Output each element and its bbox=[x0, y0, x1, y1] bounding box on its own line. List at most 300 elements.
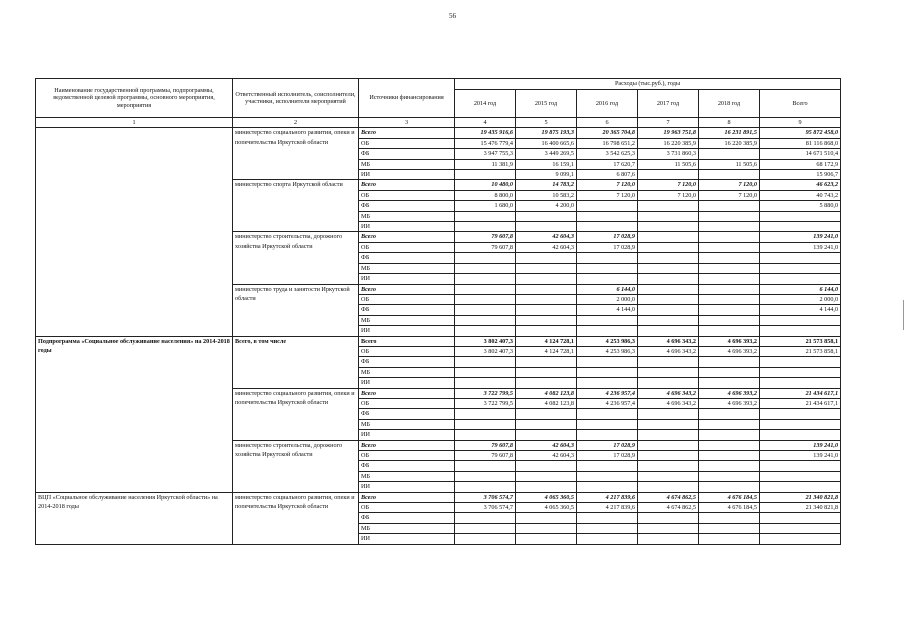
amount-cell bbox=[516, 461, 577, 471]
amount-total bbox=[760, 263, 841, 273]
amount-cell: 42 604,3 bbox=[516, 242, 577, 252]
amount-cell: 20 365 704,8 bbox=[577, 128, 638, 138]
table-row bbox=[36, 336, 841, 346]
amount-cell bbox=[455, 170, 516, 180]
funding-source: Всего bbox=[359, 388, 455, 398]
amount-cell: 4 674 862,5 bbox=[638, 503, 699, 513]
amount-cell bbox=[516, 222, 577, 232]
executor-name: министерство строительства, дорожного хозяйства Иркутской области bbox=[233, 232, 359, 284]
column-index: 2 bbox=[233, 118, 359, 128]
funding-source: ИИ bbox=[359, 274, 455, 284]
amount-cell bbox=[455, 409, 516, 419]
amount-cell: 4 144,0 bbox=[577, 305, 638, 315]
amount-cell bbox=[699, 534, 760, 544]
amount-cell: 3 947 755,3 bbox=[455, 149, 516, 159]
amount-total: 139 241,0 bbox=[760, 440, 841, 450]
amount-total bbox=[760, 419, 841, 429]
amount-total: 21 434 617,1 bbox=[760, 398, 841, 408]
funding-source: ФБ bbox=[359, 253, 455, 263]
amount-cell bbox=[699, 378, 760, 388]
amount-cell: 19 435 916,6 bbox=[455, 128, 516, 138]
funding-source: ОБ bbox=[359, 503, 455, 513]
amount-cell bbox=[516, 409, 577, 419]
funding-source: ОБ bbox=[359, 294, 455, 304]
amount-cell bbox=[577, 201, 638, 211]
amount-cell: 4 217 839,6 bbox=[577, 492, 638, 502]
column-index: 3 bbox=[359, 118, 455, 128]
amount-cell: 79 607,8 bbox=[455, 451, 516, 461]
amount-cell bbox=[455, 253, 516, 263]
amount-cell bbox=[699, 242, 760, 252]
amount-cell: 4 236 957,4 bbox=[577, 388, 638, 398]
amount-total bbox=[760, 430, 841, 440]
program-name: Подпрограмма «Социальное обслуживание населения» на 2014-2018 годы bbox=[36, 336, 233, 492]
amount-cell: 17 028,9 bbox=[577, 451, 638, 461]
amount-cell: 42 604,3 bbox=[516, 440, 577, 450]
executor-name: министерство строительства, дорожного хозяйства Иркутской области bbox=[233, 440, 359, 492]
amount-cell: 16 159,1 bbox=[516, 159, 577, 169]
column-index: 4 bbox=[455, 118, 516, 128]
amount-cell bbox=[455, 326, 516, 336]
amount-cell: 11 505,6 bbox=[699, 159, 760, 169]
amount-cell bbox=[577, 315, 638, 325]
amount-cell bbox=[577, 523, 638, 533]
amount-cell bbox=[577, 357, 638, 367]
amount-cell: 4 082 123,8 bbox=[516, 388, 577, 398]
amount-cell: 16 220 385,9 bbox=[638, 138, 699, 148]
amount-cell bbox=[455, 274, 516, 284]
amount-total: 40 743,2 bbox=[760, 190, 841, 200]
amount-cell bbox=[577, 263, 638, 273]
amount-cell bbox=[516, 274, 577, 284]
funding-source: МБ bbox=[359, 367, 455, 377]
amount-total bbox=[760, 367, 841, 377]
amount-cell: 4 065 360,5 bbox=[516, 503, 577, 513]
amount-cell: 4 676 184,5 bbox=[699, 503, 760, 513]
amount-cell bbox=[455, 305, 516, 315]
amount-cell: 4 696 343,2 bbox=[638, 336, 699, 346]
amount-cell bbox=[455, 513, 516, 523]
amount-total: 81 116 868,0 bbox=[760, 138, 841, 148]
amount-cell bbox=[577, 211, 638, 221]
amount-cell bbox=[699, 232, 760, 242]
amount-cell bbox=[638, 378, 699, 388]
amount-total bbox=[760, 357, 841, 367]
amount-cell bbox=[699, 430, 760, 440]
amount-total: 6 144,0 bbox=[760, 284, 841, 294]
amount-cell bbox=[516, 305, 577, 315]
amount-cell bbox=[699, 222, 760, 232]
amount-cell: 11 381,9 bbox=[455, 159, 516, 169]
amount-cell: 3 722 799,5 bbox=[455, 388, 516, 398]
program-name bbox=[36, 128, 233, 336]
amount-cell bbox=[699, 201, 760, 211]
amount-cell: 4 217 839,6 bbox=[577, 503, 638, 513]
amount-cell bbox=[699, 513, 760, 523]
funding-source: МБ bbox=[359, 523, 455, 533]
amount-total bbox=[760, 534, 841, 544]
amount-total bbox=[760, 274, 841, 284]
funding-source: ИИ bbox=[359, 482, 455, 492]
scan-margin-mark bbox=[903, 300, 904, 330]
amount-cell bbox=[638, 253, 699, 263]
amount-cell: 4 696 393,2 bbox=[699, 336, 760, 346]
amount-cell bbox=[638, 513, 699, 523]
amount-cell bbox=[455, 482, 516, 492]
amount-cell bbox=[699, 274, 760, 284]
funding-source: Всего bbox=[359, 440, 455, 450]
amount-cell bbox=[577, 471, 638, 481]
funding-source: МБ bbox=[359, 211, 455, 221]
amount-cell: 4 065 360,5 bbox=[516, 492, 577, 502]
amount-total: 21 340 821,8 bbox=[760, 503, 841, 513]
funding-source: ОБ bbox=[359, 398, 455, 408]
amount-cell bbox=[516, 253, 577, 263]
amount-cell bbox=[516, 357, 577, 367]
header-total: Всего bbox=[760, 90, 841, 118]
amount-cell: 3 722 799,5 bbox=[455, 398, 516, 408]
amount-cell bbox=[577, 326, 638, 336]
header-year: 2014 год bbox=[455, 90, 516, 118]
amount-cell: 9 099,1 bbox=[516, 170, 577, 180]
amount-cell bbox=[699, 451, 760, 461]
amount-cell bbox=[516, 523, 577, 533]
amount-cell bbox=[577, 430, 638, 440]
table-row bbox=[36, 128, 841, 138]
executor-name: министерство социального развития, опеки и попечительства Иркутской области bbox=[233, 492, 359, 544]
amount-cell bbox=[516, 367, 577, 377]
amount-cell bbox=[638, 471, 699, 481]
executor-name: министерство спорта Иркутской области bbox=[233, 180, 359, 232]
amount-cell bbox=[577, 274, 638, 284]
amount-cell bbox=[455, 471, 516, 481]
amount-cell bbox=[699, 367, 760, 377]
column-index: 6 bbox=[577, 118, 638, 128]
header-executor: Ответственный исполнитель, соисполнители, участники, исполнители мероприятий bbox=[233, 79, 359, 118]
funding-source: МБ bbox=[359, 263, 455, 273]
funding-source: Всего bbox=[359, 284, 455, 294]
amount-total: 4 144,0 bbox=[760, 305, 841, 315]
amount-cell bbox=[455, 357, 516, 367]
amount-cell: 4 253 986,3 bbox=[577, 336, 638, 346]
amount-cell bbox=[455, 534, 516, 544]
amount-cell bbox=[577, 534, 638, 544]
amount-cell: 19 963 751,8 bbox=[638, 128, 699, 138]
amount-cell: 11 505,6 bbox=[638, 159, 699, 169]
amount-cell bbox=[638, 367, 699, 377]
amount-cell bbox=[516, 419, 577, 429]
amount-cell: 17 028,9 bbox=[577, 242, 638, 252]
executor-name: министерство социального развития, опеки и попечительства Иркутской области bbox=[233, 388, 359, 440]
funding-source: ОБ bbox=[359, 138, 455, 148]
amount-cell: 10 480,0 bbox=[455, 180, 516, 190]
amount-cell: 15 476 779,4 bbox=[455, 138, 516, 148]
amount-total: 68 172,9 bbox=[760, 159, 841, 169]
program-name: ВЦП «Социальное обслуживание населения Иркутской области» на 2014-2018 годы bbox=[36, 492, 233, 544]
amount-cell: 2 000,0 bbox=[577, 294, 638, 304]
funding-source: МБ bbox=[359, 471, 455, 481]
amount-cell: 79 607,8 bbox=[455, 242, 516, 252]
amount-cell: 3 706 574,7 bbox=[455, 492, 516, 502]
amount-total bbox=[760, 378, 841, 388]
amount-cell: 4 236 957,4 bbox=[577, 398, 638, 408]
amount-cell bbox=[577, 409, 638, 419]
amount-cell: 16 798 651,2 bbox=[577, 138, 638, 148]
amount-cell bbox=[577, 419, 638, 429]
funding-source: Всего bbox=[359, 232, 455, 242]
amount-cell bbox=[699, 294, 760, 304]
amount-total: 95 872 458,0 bbox=[760, 128, 841, 138]
amount-cell: 8 800,0 bbox=[455, 190, 516, 200]
amount-total: 15 906,7 bbox=[760, 170, 841, 180]
amount-cell: 19 875 193,3 bbox=[516, 128, 577, 138]
executor-name: министерство социального развития, опеки и попечительства Иркутской области bbox=[233, 128, 359, 180]
amount-cell bbox=[455, 461, 516, 471]
amount-cell bbox=[516, 513, 577, 523]
amount-cell bbox=[516, 263, 577, 273]
amount-cell bbox=[638, 440, 699, 450]
amount-cell bbox=[638, 357, 699, 367]
amount-cell bbox=[699, 357, 760, 367]
amount-total bbox=[760, 471, 841, 481]
amount-cell bbox=[516, 534, 577, 544]
amount-cell: 1 680,0 bbox=[455, 201, 516, 211]
amount-cell bbox=[577, 482, 638, 492]
amount-cell: 4 200,0 bbox=[516, 201, 577, 211]
amount-cell bbox=[455, 263, 516, 273]
amount-cell bbox=[516, 294, 577, 304]
funding-source: ИИ bbox=[359, 326, 455, 336]
amount-cell bbox=[699, 326, 760, 336]
amount-cell bbox=[638, 232, 699, 242]
amount-cell bbox=[699, 419, 760, 429]
amount-total: 46 623,2 bbox=[760, 180, 841, 190]
amount-cell: 4 696 343,2 bbox=[638, 398, 699, 408]
amount-cell bbox=[699, 170, 760, 180]
amount-cell bbox=[699, 253, 760, 263]
funding-source: Всего bbox=[359, 336, 455, 346]
amount-cell bbox=[699, 305, 760, 315]
funding-source: Всего bbox=[359, 492, 455, 502]
amount-cell bbox=[577, 513, 638, 523]
amount-total bbox=[760, 409, 841, 419]
amount-cell bbox=[638, 326, 699, 336]
funding-source: ИИ bbox=[359, 222, 455, 232]
amount-cell bbox=[455, 430, 516, 440]
amount-cell bbox=[638, 451, 699, 461]
funding-source: Всего bbox=[359, 128, 455, 138]
amount-total bbox=[760, 482, 841, 492]
amount-cell bbox=[455, 294, 516, 304]
amount-cell bbox=[638, 430, 699, 440]
amount-cell: 10 583,2 bbox=[516, 190, 577, 200]
budget-table bbox=[35, 78, 841, 545]
amount-total: 21 340 821,8 bbox=[760, 492, 841, 502]
amount-total: 14 671 510,4 bbox=[760, 149, 841, 159]
amount-cell: 4 696 343,2 bbox=[638, 346, 699, 356]
funding-source: ФБ bbox=[359, 357, 455, 367]
amount-cell bbox=[638, 461, 699, 471]
amount-cell: 17 028,9 bbox=[577, 440, 638, 450]
funding-source: ФБ bbox=[359, 513, 455, 523]
executor-name: Всего, в том числе bbox=[233, 336, 359, 388]
amount-cell bbox=[699, 284, 760, 294]
amount-total: 139 241,0 bbox=[760, 232, 841, 242]
amount-cell: 4 674 862,5 bbox=[638, 492, 699, 502]
amount-cell: 79 607,8 bbox=[455, 440, 516, 450]
amount-cell bbox=[516, 326, 577, 336]
amount-total: 2 000,0 bbox=[760, 294, 841, 304]
amount-cell bbox=[455, 284, 516, 294]
amount-cell: 79 607,8 bbox=[455, 232, 516, 242]
amount-cell: 4 696 393,2 bbox=[699, 346, 760, 356]
amount-cell bbox=[638, 242, 699, 252]
header-year: 2016 год bbox=[577, 90, 638, 118]
amount-cell: 16 220 385,9 bbox=[699, 138, 760, 148]
funding-source: ФБ bbox=[359, 409, 455, 419]
amount-cell bbox=[638, 523, 699, 533]
amount-total: 21 573 858,1 bbox=[760, 336, 841, 346]
funding-source: ОБ bbox=[359, 451, 455, 461]
amount-cell bbox=[516, 471, 577, 481]
amount-cell bbox=[516, 315, 577, 325]
amount-cell: 4 676 184,5 bbox=[699, 492, 760, 502]
funding-source: ФБ bbox=[359, 201, 455, 211]
amount-cell bbox=[638, 170, 699, 180]
amount-cell: 42 604,3 bbox=[516, 232, 577, 242]
funding-source: ИИ bbox=[359, 430, 455, 440]
amount-cell: 4 696 393,2 bbox=[699, 388, 760, 398]
executor-name: министерство труда и занятости Иркутской области bbox=[233, 284, 359, 336]
amount-cell: 3 802 407,3 bbox=[455, 346, 516, 356]
amount-cell bbox=[455, 523, 516, 533]
amount-cell bbox=[455, 378, 516, 388]
amount-cell bbox=[638, 201, 699, 211]
amount-cell bbox=[699, 440, 760, 450]
funding-source: ОБ bbox=[359, 242, 455, 252]
amount-total bbox=[760, 326, 841, 336]
column-index: 9 bbox=[760, 118, 841, 128]
amount-cell: 4 253 986,3 bbox=[577, 346, 638, 356]
amount-cell bbox=[455, 315, 516, 325]
amount-cell: 7 120,0 bbox=[638, 180, 699, 190]
amount-total: 5 880,0 bbox=[760, 201, 841, 211]
amount-cell: 3 449 269,5 bbox=[516, 149, 577, 159]
amount-cell bbox=[638, 305, 699, 315]
amount-cell: 4 124 728,1 bbox=[516, 336, 577, 346]
amount-cell bbox=[638, 482, 699, 492]
amount-cell bbox=[699, 315, 760, 325]
amount-cell bbox=[638, 274, 699, 284]
amount-cell: 3 731 860,3 bbox=[638, 149, 699, 159]
amount-total: 139 241,0 bbox=[760, 242, 841, 252]
amount-cell: 7 120,0 bbox=[638, 190, 699, 200]
amount-total bbox=[760, 523, 841, 533]
amount-cell: 4 124 728,1 bbox=[516, 346, 577, 356]
funding-source: Всего bbox=[359, 180, 455, 190]
funding-source: ИИ bbox=[359, 534, 455, 544]
amount-cell bbox=[455, 367, 516, 377]
amount-total bbox=[760, 315, 841, 325]
header-year: 2018 год bbox=[699, 90, 760, 118]
column-index: 8 bbox=[699, 118, 760, 128]
amount-cell bbox=[516, 378, 577, 388]
column-index: 1 bbox=[36, 118, 233, 128]
amount-cell: 3 802 407,3 bbox=[455, 336, 516, 346]
funding-source: ФБ bbox=[359, 149, 455, 159]
amount-cell bbox=[638, 419, 699, 429]
amount-cell bbox=[577, 253, 638, 263]
amount-total: 21 434 617,1 bbox=[760, 388, 841, 398]
amount-cell: 14 783,2 bbox=[516, 180, 577, 190]
amount-total bbox=[760, 513, 841, 523]
amount-cell: 7 120,0 bbox=[577, 190, 638, 200]
amount-total bbox=[760, 222, 841, 232]
amount-total bbox=[760, 253, 841, 263]
amount-total: 21 573 858,1 bbox=[760, 346, 841, 356]
amount-cell: 42 604,3 bbox=[516, 451, 577, 461]
amount-cell bbox=[516, 482, 577, 492]
amount-cell bbox=[455, 211, 516, 221]
header-sources: Источники финансирования bbox=[359, 79, 455, 118]
funding-source: МБ bbox=[359, 159, 455, 169]
funding-source: МБ bbox=[359, 315, 455, 325]
amount-cell bbox=[638, 263, 699, 273]
amount-cell: 16 231 891,5 bbox=[699, 128, 760, 138]
amount-cell bbox=[638, 294, 699, 304]
amount-total bbox=[760, 211, 841, 221]
amount-cell bbox=[699, 482, 760, 492]
amount-cell bbox=[699, 149, 760, 159]
amount-cell: 7 120,0 bbox=[699, 180, 760, 190]
amount-cell bbox=[638, 222, 699, 232]
amount-total bbox=[760, 461, 841, 471]
amount-cell bbox=[577, 367, 638, 377]
funding-source: ОБ bbox=[359, 346, 455, 356]
column-index: 5 bbox=[516, 118, 577, 128]
amount-cell: 6 144,0 bbox=[577, 284, 638, 294]
amount-cell: 3 706 574,7 bbox=[455, 503, 516, 513]
table-row bbox=[36, 492, 841, 502]
amount-cell bbox=[699, 461, 760, 471]
amount-cell bbox=[516, 430, 577, 440]
amount-cell bbox=[699, 263, 760, 273]
amount-cell bbox=[638, 284, 699, 294]
amount-cell bbox=[638, 211, 699, 221]
funding-source: ФБ bbox=[359, 305, 455, 315]
amount-cell bbox=[699, 409, 760, 419]
amount-cell: 6 807,6 bbox=[577, 170, 638, 180]
funding-source: ФБ bbox=[359, 461, 455, 471]
funding-source: ИИ bbox=[359, 378, 455, 388]
amount-cell: 7 120,0 bbox=[577, 180, 638, 190]
amount-cell bbox=[577, 378, 638, 388]
amount-cell: 4 082 123,8 bbox=[516, 398, 577, 408]
amount-cell bbox=[577, 461, 638, 471]
amount-cell: 17 028,9 bbox=[577, 232, 638, 242]
amount-cell bbox=[516, 211, 577, 221]
amount-cell bbox=[699, 211, 760, 221]
amount-cell: 3 542 625,3 bbox=[577, 149, 638, 159]
amount-cell: 7 120,0 bbox=[699, 190, 760, 200]
amount-cell bbox=[699, 523, 760, 533]
page-number: 56 bbox=[449, 12, 456, 20]
amount-cell bbox=[577, 222, 638, 232]
header-year: 2015 год bbox=[516, 90, 577, 118]
header-expenses: Расходы (тыс.руб.), годы bbox=[455, 79, 841, 90]
header-year: 2017 год bbox=[638, 90, 699, 118]
amount-cell: 4 696 343,2 bbox=[638, 388, 699, 398]
